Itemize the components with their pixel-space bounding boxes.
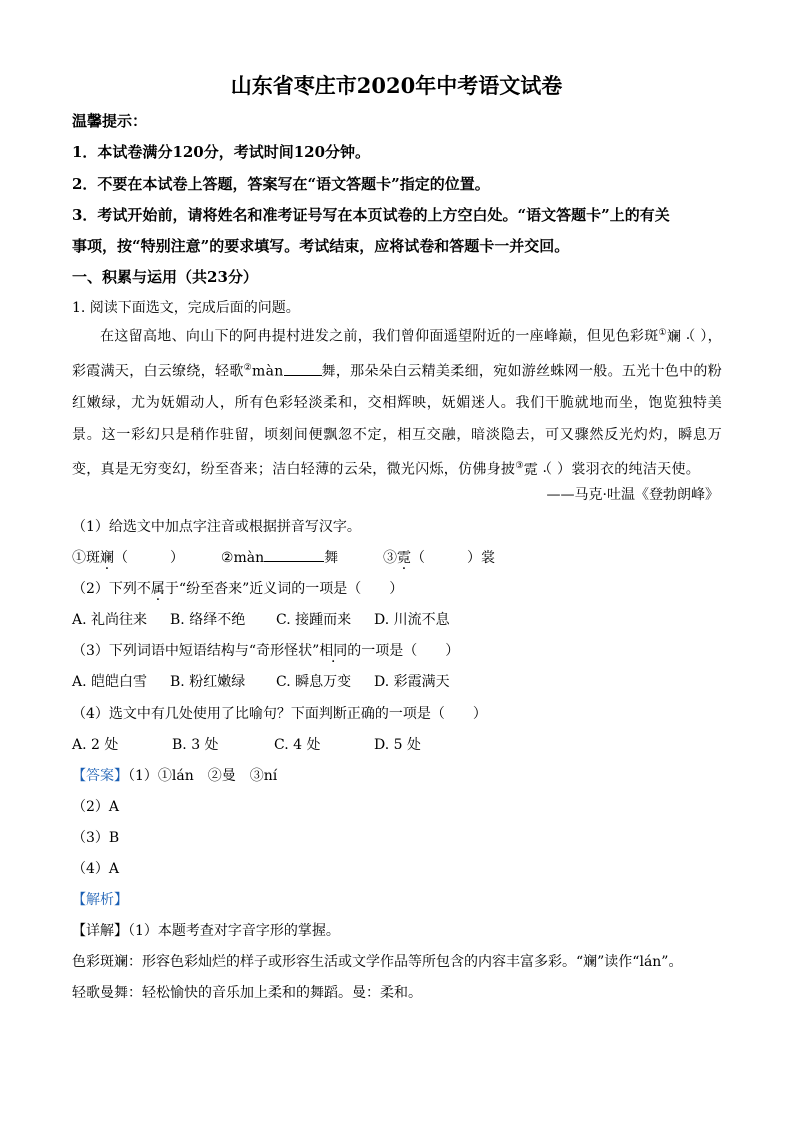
answer-line (72, 765, 277, 785)
sub-question-1-items (72, 547, 495, 567)
item-c-dotted: 霓 (397, 550, 412, 566)
sub2-dotted: 不属于 (136, 581, 179, 597)
passage-text-2: （ ），彩霞满天，白云缭绕，轻歌 (72, 328, 722, 380)
explanation-2: 轻歌曼舞：轻松愉快的音乐加上柔和的舞蹈。曼：柔和。 (72, 985, 422, 1001)
answer-2: （2）A (72, 799, 120, 815)
option-c: C. 瞬息万变 (276, 674, 352, 690)
question-1-intro: 1. 阅读下面选文，完成后面的问题。 (72, 300, 300, 316)
option-c: C. 4 处 (274, 737, 321, 753)
detail-tag: 【详解】 (72, 923, 128, 939)
notice-item-3b: 事项，按“特别注意”的要求填写。考试结束，应将试卷和答题卡一并交回。 (72, 237, 570, 255)
sub-question-3-options (72, 671, 450, 691)
option-b: B. 络绎不绝 (170, 612, 246, 628)
sub3-suffix: 的一项是（ ） (347, 643, 460, 659)
option-c: C. 接踵而来 (276, 612, 352, 628)
answer-3: （3）B (72, 830, 120, 846)
notice-item-1: 1．本试卷满分120分，考试时间120分钟。 (72, 143, 371, 161)
marker-3: ③ (515, 461, 524, 472)
option-b: B. 3 处 (172, 737, 219, 753)
passage-text-4: （ ）裳羽衣的纯洁天使。 (538, 461, 701, 478)
sub3-prefix: （3）下列词语中短语结构与“奇形怪状” (72, 643, 320, 659)
answer-text: （1）①lán ②曼 ③ní (128, 768, 278, 784)
sub-question-1: （1）给选文中加点字注音或根据拼音写汉字。 (72, 519, 361, 535)
passage-dotted-char-1: 斓 · (667, 329, 681, 345)
explanation-1: 色彩斑斓：形容色彩灿烂的样子或形容生活或文学作品等所包含的内容丰富多彩。“斓”读作“lán”。 (72, 954, 683, 970)
section-heading: 一、积累与运用（共23分） (72, 268, 258, 286)
sub2-suffix: “纷至沓来”近义词的一项是（ ） (178, 581, 404, 597)
sub-question-4-options (72, 734, 421, 754)
passage-blank (284, 363, 322, 376)
notice-heading: 温馨提示： (72, 112, 148, 130)
option-a: A. 礼尚往来 (72, 612, 148, 628)
item-b-prefix: ②màn (220, 550, 265, 566)
answer-4: （4）A (72, 861, 120, 877)
passage-dotted-char-2: 霓 · (524, 462, 538, 478)
passage-text-1: 在这留高地、向山下的阿冉提村进发之前，我们曾仰面遥望附近的一座峰巅，但见色彩斑 (100, 328, 659, 345)
source-attribution: ——马克·吐温《登勃朗峰》 (546, 487, 719, 503)
item-b-suffix: 舞 (324, 550, 339, 566)
sub-question-4: （4）选文中有几处使用了比喻句？下面判断正确的一项是（ ） (72, 706, 487, 722)
item-a-suffix: （ ） (114, 550, 184, 566)
sub2-prefix: （2）下列 (72, 581, 137, 597)
marker-2: ② (243, 363, 252, 374)
notice-item-2: 2．不要在本试卷上答题，答案写在“语文答题卡”指定的位置。 (72, 175, 490, 193)
sub-question-2 (72, 578, 403, 598)
passage-text-3: 舞，那朵朵白云精美柔细，宛如游丝蛛网一般。五光十色中的粉红嫩绿，尤为妩媚动人，所有色彩轻淡柔和，交相辉映，妩媚迷人。我们干脆就地而坐，饱览独特美景。这一彩幻只是稍作驻留，顷刻间便飘忽不定，相互交融，暗淡隐去，可又骤然反光灼灼，瞬息万变，真是无穷变幻，纷至沓来；洁白轻薄的云朵，微光闪烁，仿佛身披 (72, 363, 722, 478)
detail-text: （1）本题考查对字音字形的掌握。 (128, 923, 340, 939)
page-title: 山东省枣庄市2020年中考语文试卷 (230, 73, 563, 98)
sub3-dotted: 相同 (319, 643, 348, 659)
item-b-blank (264, 549, 324, 562)
option-d: D. 彩霞满天 (374, 674, 450, 690)
option-d: D. 5 处 (374, 737, 421, 753)
detail-line (72, 920, 340, 940)
item-a-prefix: ①斑 (72, 550, 100, 566)
item-a-dotted: 斓 (100, 550, 114, 566)
sub-question-3 (72, 640, 459, 660)
answer-tag: 【答案】 (72, 768, 128, 784)
notice-item-3a: 3．考试开始前，请将姓名和准考证号写在本页试卷的上方空白处。“语文答题卡”上的有关 (72, 206, 670, 224)
marker-1: ① (658, 328, 667, 338)
passage-pinyin: màn (252, 363, 284, 380)
option-a: A. 皑皑白雪 (72, 674, 148, 690)
option-d: D. 川流不息 (374, 612, 450, 628)
sub-question-2-options (72, 609, 450, 629)
item-c-suffix: （ ）裳 (411, 550, 496, 566)
passage (72, 318, 722, 486)
option-b: B. 粉红嫩绿 (170, 674, 246, 690)
item-c-prefix: ③ (383, 550, 398, 566)
analysis-tag: 【解析】 (72, 892, 128, 908)
option-a: A. 2 处 (72, 737, 119, 753)
